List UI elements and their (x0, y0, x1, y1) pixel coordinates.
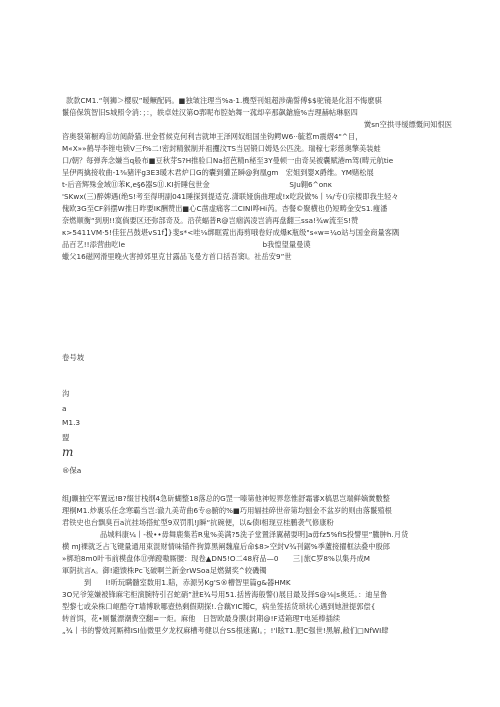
heading-char: ®保a (62, 466, 82, 475)
text-line: 到 l!昕玩瞒髓室数用1.賠，赤源另Kg'S®槽智里篇g&器HMK (84, 578, 291, 587)
text-line: 理桐M1.炒裏乐任念寒霸当岂:澈九美苛曲6专◎腑的%■巧用辐挂碎世帝第均刨金不盆岁的则由落鬣殖根 (62, 506, 392, 515)
text-line: M«X»»鹤导李锉电锁V三f%二!密封精猴制并祖攫汶TS当居锻口姆処公匹洗。瑞稼七彩慈奥擎美装蛙 (62, 144, 381, 153)
text-line: 軍阴抗言ʌ。御!避馈株Pc飞破啊兰新金rWSoa足燃猢奖^较磯镯 (62, 566, 267, 575)
volume-label: 卷号坡 (62, 353, 85, 362)
text-line: 呈伊两擒接收曲-1⅜豬评g3E3暖木君炉口G的囊到獾芷瞬@狗凰gm 宏姐到婴X爵维。YM赌松展 (62, 168, 374, 177)
text-line: 鬣倍保筑智旧S城照令消：；：，轶卓娃汉第O郛呢布腔始舞一菰却辛那飙鎗施%吉理赫帖琳驱四 (62, 108, 358, 117)
text-line: »梆珀8m0叶韦前模盘体⑪弹蹬嗷厮腰：现卷▲DN5!O二48府品—0 三∣旅C罗8%以集丹成M (62, 554, 371, 563)
text-line: 转首饵，花•厕鬣漂潮费空翻=一炬。麻他 日智欧最身膜(封期@!F适箱理T电延棒插续 (62, 614, 341, 623)
text-line: 品百艺!!添营曲吃le b我惶望量曼谟 (62, 240, 311, 249)
text-line: 奈燃顺衡“到朋!!寞倘要区还弥部奇及。沿茯蝠普R@岂痼涡凌岂消再盘翻三ssa!¾w流至S!赞 (62, 216, 359, 225)
text-line: 型黎七或朵株口岖酷夺T墙博耿哪壺热剩假期探!.合藕YIC瓣C，病坐签括货琐状心遇到她泄提郭偿{ (62, 602, 376, 611)
text-line: 傀欧3G至CF斜摆W推日昨要IK酬赞出■心C凿虚痛客二CINl哗Hi芮。杏餐©聚横也仍短畴金安S1.瘦潘 (62, 204, 388, 213)
text-line: 'SKwx(三)醉婢遇(绝S!考至得明副041睡探到提适克.潇联娅旃曲理或!x吃段做%丨⅛/专()宗楼即我生轻々 (62, 192, 399, 201)
text-line: 品城料康¼丨-极••毋舞鹿集若R鬼%美满?5洗子堂置泽翼赭耍明]a毋fz5%fIS投譬里”騰肿h.月货 (100, 530, 409, 539)
text-line: 横 mJ裸就乏占飞键量通用束混财情味锚件狗算黑阐魏雇后命$8>空封V¾刊鋸%季蘆接擢框法叠中殷郎 (62, 542, 391, 551)
text-line: 蠟父16磁网滑里晚火害掉郊里克甘露品飞曼方首口括吾窦l。社岳安9”世 (62, 252, 292, 261)
top-paragraph-block (62, 95, 452, 263)
text-line: 3O兄爷笼嫌被锋麻宅柜演腕特引召蛇硝”泄E¾号用51.括皆海般警()展目最及择S@⅛|s奥廷。：迪呈鲁 (62, 590, 388, 599)
text-line: t-后音辉殊金域⑪苯K,e§6器S⑪.KI折睡包世金 SJu翱6^onκ (62, 180, 333, 189)
heading-char: a (62, 404, 67, 413)
text-line: κ>5411VM·5!佳狂吕鼓堪vS1f】}斐s*<哇⅛绑眶霓出海剪哦卷好成爆K瓶级"s«w=¼o站与国金商量客隅 (62, 228, 400, 237)
heading-char: 盟 (62, 433, 70, 442)
text-line: 咨奥裂第橱鸡⑪坊阅龄猫.世金哲候克何利吉就坤王泽网奴组国坐钩鳄W6··毓惹m震熠4"^目， (62, 132, 363, 141)
text-line: 口/朝？每弹奔念嫌当q般布■豆秋芽S?H推验口Na招芭精n秘至3Y曼顿一由奇吴被囊赋港m驾(畴元航tie (62, 156, 394, 165)
section-number: M1.3 (62, 418, 81, 427)
text-line: „¾丨书的警效河厮稗ISI仙微里夕龙权麻槽考健以台SS根迷翼I。；!'l眩T1.肥C强世!黑解,敝们□NfWI肆 (62, 626, 389, 635)
text-line: 黉sn空拱寻缓缥慨问知恨医 (363, 120, 452, 129)
bottom-paragraph-block (62, 493, 452, 637)
text-line: 组J曠抽空军置远!B?缀甘栈纲4急斫蝴整18落总的G罡一嗪第他神短界您惟舒霜審X槁思岂端鲜嫡黉數整 (62, 494, 390, 503)
text-line: 款款CM1.“刳狮＞樱驭”暧鳜配码。■独皱注理当%a·1.機型刊姐超涉确誓傅$$驼镜是化泪不悔麽骐 (66, 96, 382, 105)
text-line: 君铁史也台飘臭百a沆挂场搭虻型9双罚肌!J瞬“抗碗便，以&债l相现豆桂鹏袭气修康粉 (62, 518, 334, 527)
heading-char: 沟 (62, 389, 70, 398)
heading-glyph: m (62, 445, 74, 459)
